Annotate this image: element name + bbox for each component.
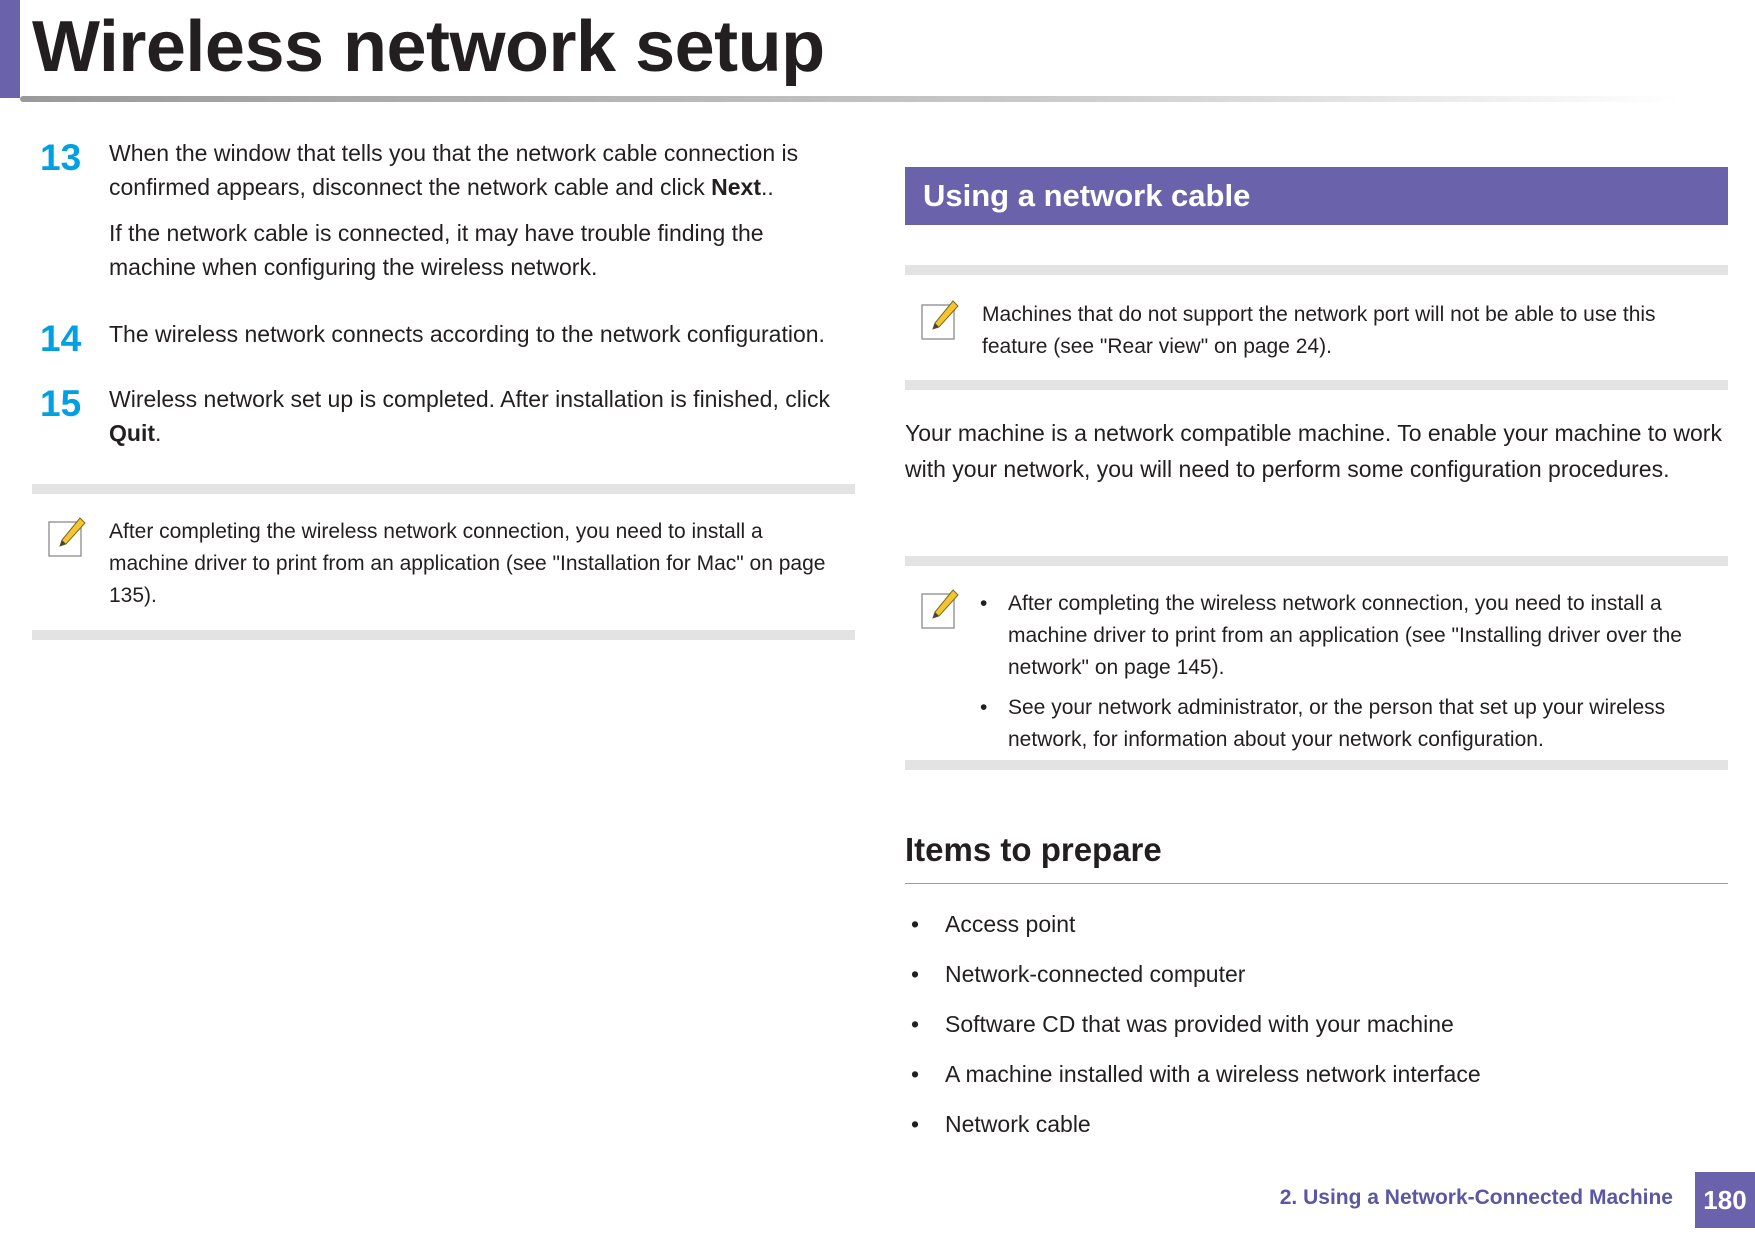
step-number: 14	[40, 318, 82, 359]
step-instruction: When the window that tells you that the network cable connection is confirmed appears, disconnect the network cable and click Next..	[109, 140, 799, 200]
note-pencil-icon	[919, 297, 961, 343]
step-13	[40, 136, 855, 296]
step-number: 15	[40, 383, 82, 424]
list-item: • Network cable	[905, 1107, 1481, 1157]
list-item: • A machine installed with a wireless network interface	[905, 1057, 1481, 1107]
section-title-bar: Using a network cable	[905, 167, 1728, 225]
step-text	[109, 136, 855, 284]
step-explanation: If the network cable is connected, it may have trouble finding the machine when configuring the wireless network.	[109, 220, 764, 280]
list-item: • Software CD that was provided with your machine	[905, 1007, 1481, 1057]
page-number: 180	[1695, 1172, 1755, 1228]
page-title: Wireless network setup	[32, 7, 825, 87]
note-box-left	[32, 484, 855, 640]
step-instruction: The wireless network connects according to the network configuration.	[109, 321, 825, 347]
note-bullet-item: • After completing the wireless network connection, you need to install a machine driver to print from an application (see "Installing driver over the network" on page 145).	[980, 588, 1720, 684]
title-divider	[20, 96, 1680, 102]
step-14	[40, 317, 855, 363]
note-bullet-list	[980, 588, 1720, 756]
note-pencil-icon	[46, 514, 88, 560]
header-accent-bar	[0, 0, 20, 98]
note-bullet-item: • See your network administrator, or the person that set up your wireless network, for information about your network configuration.	[980, 692, 1720, 756]
next-label: Next	[711, 174, 762, 200]
step-text	[109, 382, 855, 450]
items-to-prepare-heading: Items to prepare	[905, 831, 1162, 868]
footer-chapter-title: 2. Using a Network-Connected Machine	[1279, 1186, 1673, 1209]
note-box-network-port	[905, 265, 1728, 390]
quit-label: Quit	[109, 420, 155, 446]
list-item: • Network-connected computer	[905, 957, 1481, 1007]
note-text	[980, 588, 1720, 764]
heading-divider	[905, 883, 1728, 884]
items-list	[905, 907, 1481, 1157]
intro-paragraph: Your machine is a network compatible machine. To enable your machine to work with your network, you will need to perform some configuration procedures.	[905, 420, 1722, 482]
step-number: 13	[40, 137, 82, 178]
step-instruction: Wireless network set up is completed. After installation is finished, click Quit.	[109, 386, 830, 446]
note-text: After completing the wireless network connection, you need to install a machine driver to print from an application (see "Installation for Mac" on page 135).	[109, 520, 826, 607]
step-15	[40, 382, 855, 462]
note-pencil-icon	[919, 586, 961, 632]
note-text: Machines that do not support the network port will not be able to use this feature (see "Rear view" on page 24).	[982, 303, 1656, 358]
list-item: • Access point	[905, 907, 1481, 957]
note-box-driver	[905, 556, 1728, 770]
step-text	[109, 317, 855, 351]
